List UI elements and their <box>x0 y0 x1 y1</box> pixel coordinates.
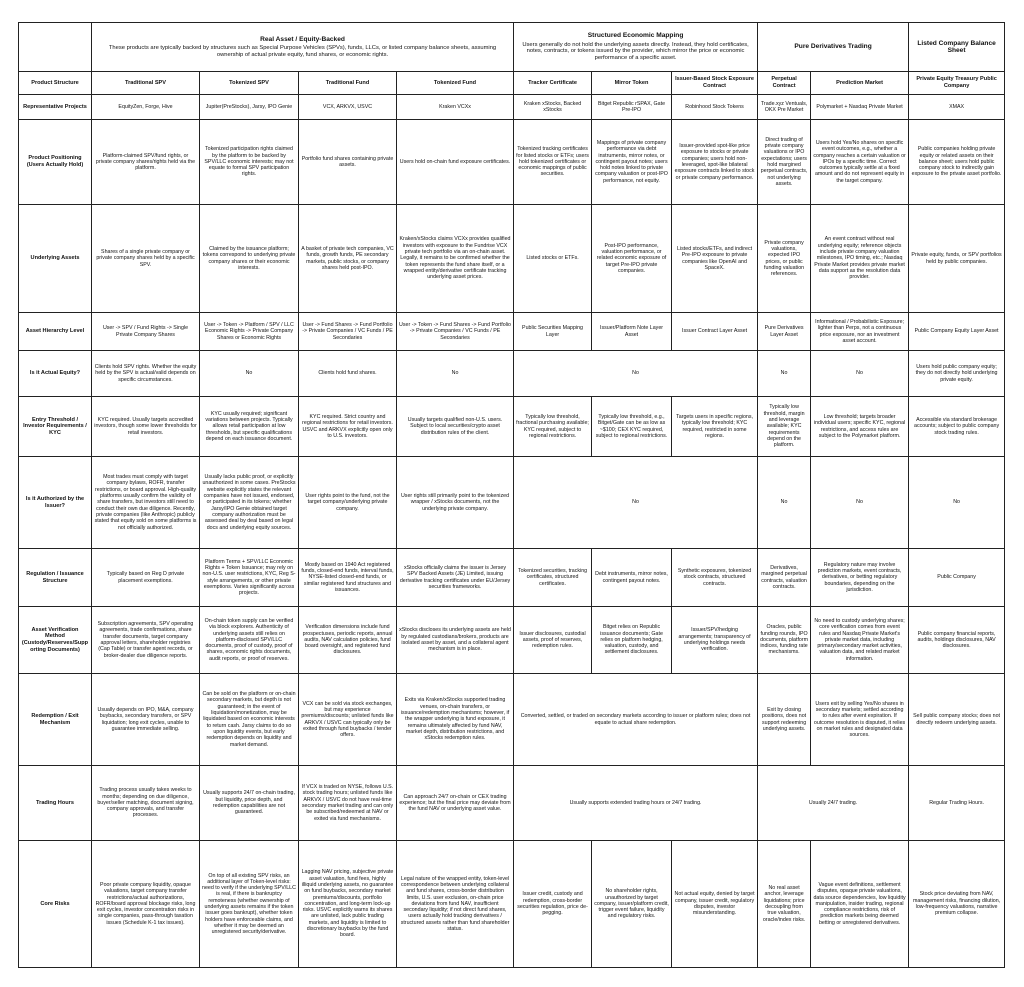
row-label: Asset Hierarchy Level <box>19 313 92 351</box>
table-cell: Informational / Probabilistic Exposure; lighter than Perps, not a continuous price exposure, nor an investment asset account. <box>811 313 909 351</box>
table-cell: Vague event definitions, settlement disputes, opaque private valuations, data source dependencies, low liquidity manipulation, insider trading, regional compliance restrictions, risk of prediction markets being deemed betting or unregistered derivatives. <box>811 841 909 968</box>
table-cell: Targets users in specific regions, typically low threshold; KYC required, restricted in some regions. <box>672 397 758 457</box>
table-cell: Issuer credit, custody and redemption, cross-border securities regulation, price de-pegging. <box>514 841 592 968</box>
table-row-regulation-issuance-structure <box>19 549 1005 607</box>
table-cell: Users hold on-chain fund exposure certificates. <box>397 120 514 205</box>
table-cell: Direct trading of private company valuations or IPO expectations; users hold margined perpetual contracts, not underlying assets. <box>758 120 811 205</box>
row-label: Regulation / Issuance Structure <box>19 549 92 607</box>
table-cell: Platform Terms + SPV/LLC Economic Rights + Token Issuance; may rely on non-U.S. user restrictions, KYC, Reg S-style arrangements, or other private exemptions. Varies significantly across projects. <box>200 549 299 607</box>
table-cell: No <box>758 457 811 549</box>
column-header-issuer-based-stock-exposure-contract: Issuer-Based Stock Exposure Contract <box>672 72 758 95</box>
table-cell: XMAX <box>909 95 1005 120</box>
table-cell: Tokenized participation rights claimed by the platform to be backed by SPV/LLC economic interests; may not equate to formal SPV participation rights. <box>200 120 299 205</box>
table-cell: Portfolio fund shares containing private assets. <box>299 120 397 205</box>
table-cell: EquityZen, Forge, Hive <box>92 95 200 120</box>
table-cell: No <box>514 457 758 549</box>
table-cell: An event contract without real underlying equity; reference objects include private company valuation milestones, IPO timing, etc.; Nasdaq Private Market provides private market data support as the resolution data provider. <box>811 205 909 313</box>
table-cell: Robinhood Stock Tokens <box>672 95 758 120</box>
column-header-tracker-certificate: Tracker Certificate <box>514 72 592 95</box>
table-cell: Issuer disclosures, custodial assets, proof of reserves, redemption rules. <box>514 607 592 674</box>
table-cell: Typically low threshold, e.g., Bitget/Gate can be as low as ~$100; CEX KYC required, subject to regional restrictions. <box>592 397 672 457</box>
column-header-row <box>19 72 1005 95</box>
table-cell: Usually supports 24/7 on-chain trading, but liquidity, price depth, and redemption capabilities are not guaranteed. <box>200 766 299 841</box>
table-cell: Listed stocks/ETFs, and indirect Pre-IPO exposure to private companies like OpenAI and SpaceX. <box>672 205 758 313</box>
table-cell: Usually targets qualified non-U.S. users. Subject to local securities/crypto asset distribution rules of the client. <box>397 397 514 457</box>
table-row-product-positioning-users-actually-hold <box>19 120 1005 205</box>
table-cell: Clients hold fund shares. <box>299 351 397 397</box>
table-cell: Public Securities Mapping Layer <box>514 313 592 351</box>
category-description: Users generally do not hold the underlying assets directly. Instead, they hold certificates, notes, contracts, or tokens issued by the provider, which mirror the price or economic performance of a specific asset. <box>522 41 749 62</box>
table-cell: KYC usually required; significant variations between projects. Typically allows retail participation at low thresholds, but specific qualifications depend on each issuance document. <box>200 397 299 457</box>
table-cell: Kraken VCXx <box>397 95 514 120</box>
row-label: Representative Projects <box>19 95 92 120</box>
column-header-mirror-token: Mirror Token <box>592 72 672 95</box>
table-cell: Exit by closing positions, does not support redeeming underlying assets. <box>758 674 811 766</box>
table-cell: No <box>811 457 909 549</box>
category-header-row <box>19 23 1005 72</box>
row-label: Trading Hours <box>19 766 92 841</box>
table-cell: User -> Token -> Platform / SPV / LLC Economic Rights -> Private Company Shares or Economic Rights <box>200 313 299 351</box>
table-cell: Not actual equity, denied by target company, issuer credit, regulatory disputes, investor misunderstanding. <box>672 841 758 968</box>
table-cell: No real asset anchor, leverage liquidations; price decoupling from true valuation, oracle/index risks. <box>758 841 811 968</box>
table-cell: Issuer/Platform Note Layer Asset <box>592 313 672 351</box>
table-cell: Private equity, funds, or SPV portfolios held by public companies. <box>909 205 1005 313</box>
table-cell: User -> SPV / Fund Rights -> Single Private Company Shares <box>92 313 200 351</box>
table-row-underlying-assets <box>19 205 1005 313</box>
row-label: Core Risks <box>19 841 92 968</box>
table-cell: Post-IPO performance, valuation performance, or related economic exposure of target Pre-IPO private companies. <box>592 205 672 313</box>
row-label: Is it Authorized by the Issuer? <box>19 457 92 549</box>
table-cell: Accessible via standard brokerage accounts; subject to public company stock trading rules. <box>909 397 1005 457</box>
table-cell: No <box>811 351 909 397</box>
table-cell: Derivatives, margined perpetual contracts, valuation contracts. <box>758 549 811 607</box>
column-header-traditional-fund: Traditional Fund <box>299 72 397 95</box>
table-cell: Mostly based on 1940 Act registered funds, closed-end funds, interval funds, NYSE-listed closed-end funds, or similar registered fund structures and issuances. <box>299 549 397 607</box>
category-title: Structured Economic Mapping <box>587 32 684 40</box>
table-cell: Trade.xyz Ventuals, OKX Pre Market <box>758 95 811 120</box>
table-cell: Low threshold; targets broader individual users; specific KYC, regional restrictions, and access rules are subject to the Polymarket platform. <box>811 397 909 457</box>
table-cell: No need to custody underlying shares; core verification comes from event rules and Nasdaq Private Market's private market data, including primary/secondary market activities, valuation data, and related market information. <box>811 607 909 674</box>
table-cell: Kraken/xStocks claims VCXx provides qualified investors with exposure to the Fundrise VCX private tech portfolio via an on-chain asset. Legally, it remains to be confirmed whether the token represents the fund share itself, or a wrapped entity/derivative certificate tracking underlying asset prices. <box>397 205 514 313</box>
table-cell: No <box>397 351 514 397</box>
table-cell: Issuer/SPV/hedging arrangements; transparency of underlying holdings needs verification. <box>672 607 758 674</box>
table-cell: Public Company Equity Layer Asset <box>909 313 1005 351</box>
row-label: Asset Verification Method (Custody/Reserves/Supporting Documents) <box>19 607 92 674</box>
row-label: Product Positioning (Users Actually Hold) <box>19 120 92 205</box>
table-cell: Public Company <box>909 549 1005 607</box>
column-header-prediction-market: Prediction Market <box>811 72 909 95</box>
table-cell: Regular Trading Hours. <box>909 766 1005 841</box>
table-cell: No <box>758 351 811 397</box>
table-row-asset-verification-method-custody-reserves-supporting-documents <box>19 607 1005 674</box>
category-title: Listed Company Balance Sheet <box>917 39 996 54</box>
table-cell: Converted, settled, or traded on secondary markets according to issuer or platform rules; does not equate to actual share redemption. <box>514 674 758 766</box>
table-cell: Regulatory nature may involve prediction markets, event contracts, derivatives, or betting regulatory boundaries, depending on the jurisdiction. <box>811 549 909 607</box>
table-cell: Usually depends on IPO, M&A, company buybacks, secondary transfers, or SPV liquidation; long exit cycles, unable to guarantee immediate selling. <box>92 674 200 766</box>
comparison-table <box>18 22 1005 968</box>
table-cell: User rights still primarily point to the tokenized wrapper / xStocks documents, not the underlying private company. <box>397 457 514 549</box>
table-cell: Usually lacks public proof, or explicitly unauthorized in some cases. PreStocks website explicitly states the relevant companies have not issued, endorsed, or participated in its tokens; whether Jarsy/IPO Genie obtained target company authorization must be assessed deal by deal based on legal docs and underlying equity sources. <box>200 457 299 549</box>
table-cell: No <box>909 457 1005 549</box>
table-cell: Public company financial reports, audits, holdings disclosures, NAV disclosures. <box>909 607 1005 674</box>
table-cell: Issuer Contract Layer Asset <box>672 313 758 351</box>
category-title: Pure Derivatives Trading <box>794 43 872 51</box>
table-cell: Listed stocks or ETFs. <box>514 205 592 313</box>
category-description: These products are typically backed by structures such as Special Purpose Vehicles (SPVs), funds, LLCs, or listed company balance sheets, assuming ownership of actual private equity, fund shares, or economic rights. <box>108 44 497 58</box>
table-cell: Mappings of private company performance via debt instruments, mirror notes, or contingent payout notes; users hold notes linked to private company valuation or post-IPO performance, not equity. <box>592 120 672 205</box>
category-structured-economic-mapping <box>514 23 758 72</box>
table-cell: Stock price deviating from NAV, management risks, financing dilution, low-frequency valuations, narrative premium collapse. <box>909 841 1005 968</box>
table-cell: Verification dimensions include fund prospectuses, periodic reports, annual audits, NAV calculation policies, fund board oversight, and registered fund disclosures. <box>299 607 397 674</box>
table-row-representative-projects <box>19 95 1005 120</box>
category-blank <box>19 23 92 72</box>
table-cell: Trading process usually takes weeks to months; depending on due diligence, buyer/seller matching, document signing, company approvals, and transfer processes. <box>92 766 200 841</box>
table-cell: Platform-claimed SPV/fund rights, or private company shares/rights held via the platform. <box>92 120 200 205</box>
table-cell: No <box>514 351 758 397</box>
table-cell: Typically based on Reg D private placement exemptions. <box>92 549 200 607</box>
table-cell: Pure Derivatives Layer Asset <box>758 313 811 351</box>
table-cell: xStocks discloses its underlying assets are held by regulated custodians/brokers, products are isolated asset by asset, and a collateral agent mechanism is in place. <box>397 607 514 674</box>
table-cell: Usually 24/7 trading. <box>758 766 909 841</box>
table-cell: KYC required. Strict country and regional restrictions for retail investors. USVC and ARKVX explicitly open only to U.S. investors. <box>299 397 397 457</box>
table-cell: Typically low threshold, fractional purchasing available; KYC required, subject to regional restrictions. <box>514 397 592 457</box>
table-cell: Debt instruments, mirror notes, contingent payout notes. <box>592 549 672 607</box>
column-header-perpetual-contract: Perpetual Contract <box>758 72 811 95</box>
category-real-asset-equity-backed <box>92 23 514 72</box>
row-label: Entry Threshold / Investor Requirements / KYC <box>19 397 92 457</box>
row-label: Redemption / Exit Mechanism <box>19 674 92 766</box>
table-cell: Typically low threshold, margin and leverage available; KYC requirements depend on the platform. <box>758 397 811 457</box>
table-cell: User rights point to the fund, not the target company/underlying private company. <box>299 457 397 549</box>
row-label: Is it Actual Equity? <box>19 351 92 397</box>
table-body <box>19 95 1005 968</box>
table-cell: Lagging NAV pricing, subjective private asset valuation, fund fees, highly illiquid underlying assets, no guarantee on fund buybacks, secondary market premiums/discounts, portfolio concentration, and long-term lock-up risks. USVC explicitly warns its shares are unlisted, lack public trading markets, and liquidity is limited to discretionary buybacks by the fund board. <box>299 841 397 968</box>
column-header-tokenized-spv: Tokenized SPV <box>200 72 299 95</box>
table-row-is-it-authorized-by-the-issuer <box>19 457 1005 549</box>
table-cell: Clients hold SPV rights. Whether the equity held by the SPV is actual/valid depends on specific circumstances. <box>92 351 200 397</box>
table-cell: Legal nature of the wrapped entity, token-level correspondence between underlying collateral and fund shares, cross-border distribution limits, U.S. user exclusion, on-chain price deviations from fund NAV, insufficient secondary liquidity; if not direct fund shares, users actually hold tracking derivatives / structured assets rather than fund shareholder status. <box>397 841 514 968</box>
table-cell: Private company valuations, expected IPO prices, or public funding valuation references. <box>758 205 811 313</box>
table-cell: On top of all existing SPV risks, an additional layer of Token-level risks: need to verify if the underlying SPV/LLC is real, if there is bankruptcy remoteness (whether ownership of underlying assets remains if the token issuer goes bankrupt), whether token holders have enforceable claims, and whether it may be deemed an unregistered security/derivative. <box>200 841 299 968</box>
table-cell: Sell public company stocks; does not directly redeem underlying assets. <box>909 674 1005 766</box>
table-row-is-it-actual-equity <box>19 351 1005 397</box>
table-cell: Tokenized securities, tracking certificates, structured certificates. <box>514 549 592 607</box>
table-cell: No shareholder rights, unauthorized by target company, issuer/platform credit, trigger event failure, liquidity and regulatory risks. <box>592 841 672 968</box>
table-cell: On-chain token supply can be verified via block explorers. Authenticity of underlying assets still relies on platform-disclosed SPV/LLC documents, proof of custody, proof of shares, economic rights documents, audit reports, or proof of reserves. <box>200 607 299 674</box>
table-cell: VCX can be sold via stock exchanges, but may experience premiums/discounts; unlisted funds like ARKVX / USVC can typically only be exited through fund buybacks / tender offers. <box>299 674 397 766</box>
table-cell: User -> Fund Shares -> Fund Portfolio -> Private Companies / VC Funds / PE Secondaries <box>299 313 397 351</box>
table-cell: Most trades must comply with target company bylaws, ROFR, transfer restrictions, or board approval. High-quality platforms usually confirm the validity of share transfers, but investors still need to conduct their own due diligence. Recently, private companies (like Anthropic) publicly stated that equity sold on some platforms is not officially authorized. <box>92 457 200 549</box>
table-cell: Jupiter(PreStocks), Jarsy, IPO Genie <box>200 95 299 120</box>
table-cell: Usually supports extended trading hours or 24/7 trading. <box>514 766 758 841</box>
table-cell: Kraken xStocks, Backed xStocks <box>514 95 592 120</box>
table-cell: VCX, ARKVX, USVC <box>299 95 397 120</box>
category-listed-company-balance-sheet <box>909 23 1005 72</box>
table-cell: Can approach 24/7 on-chain or CEX trading experience; but the final price may deviate from the fund NAV or underlying asset value. <box>397 766 514 841</box>
category-pure-derivatives-trading <box>758 23 909 72</box>
table-cell: Issuer-provided spot-like price exposure to stocks or private companies; users hold non-leveraged, spot-like bilateral exposure contracts linked to stock or private company performance. <box>672 120 758 205</box>
comparison-table-wrapper <box>18 22 1004 968</box>
category-title: Real Asset / Equity-Backed <box>260 35 345 43</box>
column-header-product-structure: Product Structure <box>19 72 92 95</box>
table-row-trading-hours <box>19 766 1005 841</box>
table-cell: Oracles, public funding rounds, IPO documents, platform indices, funding rate mechanisms. <box>758 607 811 674</box>
table-cell: A basket of private tech companies, VC funds, growth funds, PE secondary markets, public stocks, or company shares held post-IPO. <box>299 205 397 313</box>
table-row-asset-hierarchy-level <box>19 313 1005 351</box>
table-cell: User -> Token -> Fund Shares -> Fund Portfolio -> Private Companies / VC Funds / PE Secondaries <box>397 313 514 351</box>
row-label: Underlying Assets <box>19 205 92 313</box>
table-cell: Subscription agreements, SPV operating agreements, trade confirmations, share transfer documents, target company approval letters, shareholder registries (Cap Table) or transfer agent records, or broker-dealer due diligence reports. <box>92 607 200 674</box>
table-cell: Users hold public company equity; they do not directly hold underlying private equity. <box>909 351 1005 397</box>
table-cell: Public companies holding private equity or related assets on their balance sheet; users hold public company stock to indirectly gain exposure to the private asset portfolio. <box>909 120 1005 205</box>
table-cell: KYC required. Usually targets accredited investors, though some lower thresholds for retail investors. <box>92 397 200 457</box>
table-cell: Poor private company liquidity, opaque valuations, target company transfer restrictions/actual authorizations, ROFR/board approval blockage risks, long exit cycles, investor concentration risks in single companies, pass-through taxation issues (Schedule K-1 tax issues). <box>92 841 200 968</box>
table-cell: Users exit by selling Yes/No shares in secondary markets; settled according to rules after event expiration. If outcome resolution is disputed, it relies on market rules and designated data sources. <box>811 674 909 766</box>
table-cell: Can be sold on the platform or on-chain secondary markets, but depth is not guaranteed; in the event of liquidation/monetization, may be liquidated based on economic interests to return cash. Jarsy claims to do so upon liquidity events, but early redemption depends on liquidity and market demand. <box>200 674 299 766</box>
column-header-tokenized-fund: Tokenized Fund <box>397 72 514 95</box>
table-cell: If VCX is traded on NYSE, follows U.S. stock trading hours; unlisted funds like ARKVX / USVC do not have real-time secondary market trading and can only be subscribed/redeemed at NAV or exited via fund mechanisms. <box>299 766 397 841</box>
table-row-core-risks <box>19 841 1005 968</box>
table-cell: xStocks officially claims the issuer is Jersey SPV Backed Assets (JE) Limited, issuing derivative tracking certificates under EU/Jersey securities frameworks. <box>397 549 514 607</box>
table-cell: Bitget Republic rSPAX, Gate Pre-IPO <box>592 95 672 120</box>
table-cell: Users hold Yes/No shares on specific event outcomes, e.g., whether a company reaches a certain valuation or IPOs by a specific time. Correct outcomes typically settle at a fixed amount and do not represent equity in the target company. <box>811 120 909 205</box>
table-cell: Exits via Kraken/xStocks supported trading venues, on-chain transfers, or issuance/redemption mechanisms; however, if the wrapper underlying is fund exposure, it remains ultimately affected by fund NAV, market depth, distribution restrictions, and xStocks redemption rules. <box>397 674 514 766</box>
table-cell: Synthetic exposures, tokenized stock contracts, structured contracts. <box>672 549 758 607</box>
table-cell: Bitget relies on Republic issuance documents; Gate relies on platform hedging, valuation, custody, and settlement disclosures. <box>592 607 672 674</box>
column-header-traditional-spv: Traditional SPV <box>92 72 200 95</box>
table-cell: No <box>200 351 299 397</box>
table-cell: Claimed by the issuance platform; tokens correspond to underlying private company shares or their economic interests. <box>200 205 299 313</box>
column-header-private-equity-treasury-public-company: Private Equity Treasury Public Company <box>909 72 1005 95</box>
table-cell: Shares of a single private company or private company shares held by a specific SPV. <box>92 205 200 313</box>
table-row-redemption-exit-mechanism <box>19 674 1005 766</box>
table-cell: Polymarket + Nasdaq Private Market <box>811 95 909 120</box>
table-row-entry-threshold-investor-requirements-kyc <box>19 397 1005 457</box>
table-cell: Tokenized tracking certificates for listed stocks or ETFs; users hold tokenized certificates or economic mappings of public securities. <box>514 120 592 205</box>
